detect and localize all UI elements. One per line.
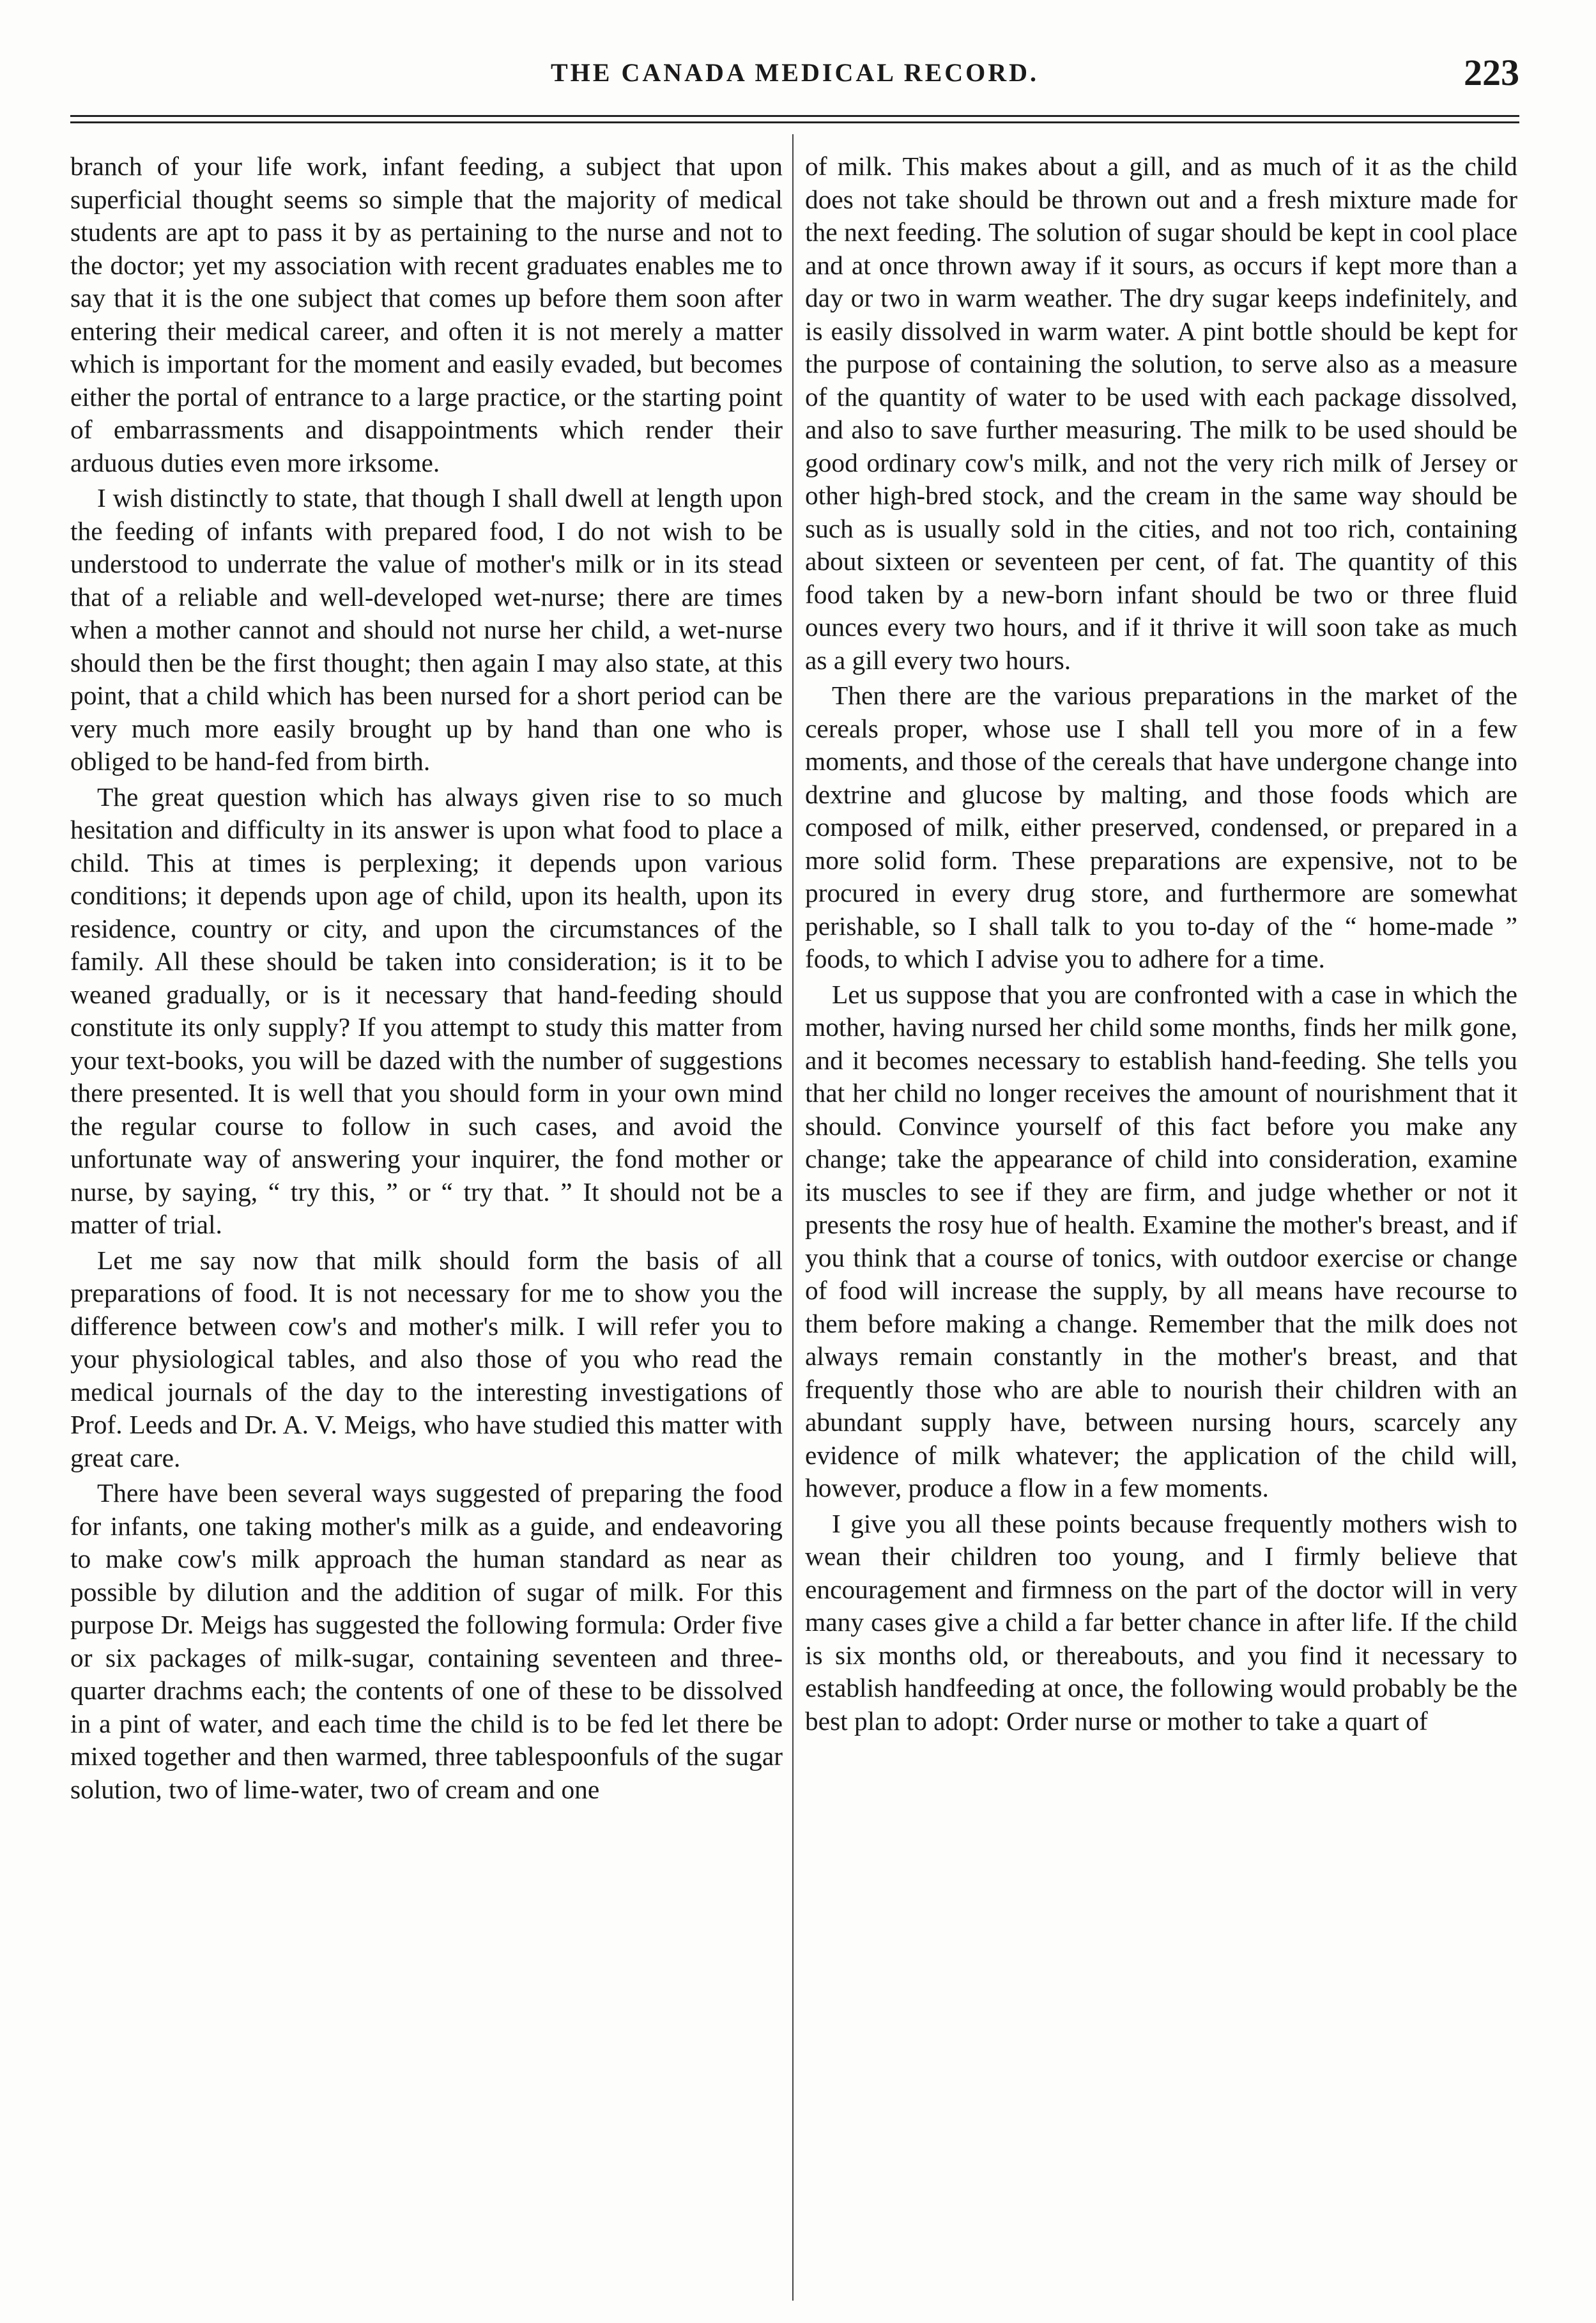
- paragraph: Let me say now that milk should form the basis of all preparations of food. It is not necessary for me to show you the difference between cow's and mother's milk. I will refer you to your physiological tables, and also those of you who read the medical journals of the day to the interesting investigations of Prof. Leeds and Dr. A. V. Meigs, who have studied this matter with great care.: [70, 1245, 783, 1472]
- paragraph: I wish distinctly to state, that though I shall dwell at length upon the feeding of infants with prepared food, I do not wish to be understood to underrate the value of mother's milk or in its stead that of a reliable and well-developed wet-nurse; there are times when a mother cannot and should not nurse her child, a wet-nurse should then be the first thought; then again I may also state, at this point, that a child which has been nursed for a short period can be very much more easily brought up by hand than one who is obliged to be hand-fed from birth.: [70, 483, 783, 776]
- right-column: [805, 150, 1517, 2297]
- running-head: [70, 51, 1519, 109]
- page-number: 223: [1464, 52, 1519, 93]
- paragraph: I give you all these points because frequently mothers wish to wean their children too young, and I firmly believe that encouragement and firmness on the part of the doctor will in very many cases give a child a far better chance in after life. If the child is six months old, or thereabouts, and you find it necessary to establish handfeeding at once, the following would probably be the best plan to adopt: Order nurse or mother to take a quart of: [805, 1508, 1517, 1736]
- paragraph: of milk. This makes about a gill, and as much of it as the child does not take should be thrown out and a fresh mixture made for the next feeding. The solution of sugar should be kept in cool place and at once thrown away if it sours, as occurs if kept more than a day or two in warm weather. The dry sugar keeps indefinitely, and is easily dissolved in warm water. A pint bottle should be kept for the purpose of containing the solution, to serve also as a measure of the quantity of water to be used with each package dissolved, and also to save further measuring. The milk to be used should be good ordinary cow's milk, and not the very rich milk of Jersey or other high-bred stock, and the cream in the same way should be such as is usually sold in the cities, and not too rich, containing about sixteen or seventeen per cent, of fat. The quantity of this food taken by a new-born infant should be two or three fluid ounces every two hours, and if it thrive it will soon take as much as a gill every two hours.: [805, 151, 1517, 675]
- paragraph: Then there are the various preparations in the market of the cereals proper, whose use I shall tell you more of in a few moments, and those of the cereals that have undergone change into dextrine and glucose by malting, and those foods which are composed of milk, either preserved, condensed, or prepared in a more solid form. These preparations are expensive, not to be procured in every drug store, and furthermore are somewhat perishable, so I shall talk to you to-day of the “ home-made ” foods, to which I advise you to adhere for a time.: [805, 681, 1517, 973]
- column-divider: [792, 134, 794, 2301]
- paragraph: Let us suppose that you are confronted with a case in which the mother, having nursed her child some months, finds her milk gone, and it becomes necessary to establish hand-feeding. She tells you that her child no longer receives the amount of nourishment that it should. Convince yourself of this fact before you make any change; take the appearance of child into consideration, examine its muscles to see if they are firm, and judge whether or not it presents the rosy hue of health. Examine the mother's breast, and if you think that a course of tonics, with outdoor exercise or change of food will increase the supply, by all means have recourse to them before making a change. Remember that the milk does not always remain constantly in the mother's breast, and that frequently those who are able to nourish their children with an abundant supply have, between nursing hours, scarcely any evidence of milk whatever; the application of the child will, however, produce a flow in a few moments.: [805, 979, 1517, 1502]
- paragraph: There have been several ways suggested of preparing the food for infants, one taking mother's milk as a guide, and endeavoring to make cow's milk approach the human standard as near as possible by dilution and the addition of sugar of milk. For this purpose Dr. Meigs has suggested the following formula: Order five or six packages of milk-sugar, containing seventeen and three-quarter drachms each; the contents of one of these to be dissolved in a pint of water, and each time the child is to be fed let there be mixed together and then warmed, three tablespoonfuls of the sugar solution, two of lime-water, two of cream and one: [70, 1478, 783, 1804]
- header-rule-top: [70, 115, 1519, 117]
- paragraph: branch of your life work, infant feeding, a subject that upon superficial thought seems so simple that the majority of medical students are apt to pass it by as pertaining to the nurse and not to the doctor; yet my association with recent graduates enables me to say that it is the one subject that comes up before them soon after entering their medical career, and often it is not merely a matter which is important for the moment and easily evaded, but becomes either the portal of entrance to a large practice, or the starting point of embarrassments and disappointments which render their arduous duties even more irksome.: [70, 151, 783, 477]
- left-column: [70, 150, 783, 2297]
- journal-title: THE CANADA MEDICAL RECORD.: [550, 58, 1040, 87]
- paragraph: The great question which has always given rise to so much hesitation and difficulty in its answer is upon what food to place a child. This at times is perplexing; it depends upon various conditions; it depends upon age of child, upon its health, upon its residence, country or city, and upon the circumstances of the family. All these should be taken into consideration; is it to be weaned gradually, or is it necessary that hand-feeding should constitute its only supply? If you attempt to study this matter from your text-books, you will be dazed with the number of suggestions there presented. It is well that you should form in your own mind the regular course to follow in such cases, and avoid the unfortunate way of answering your inquirer, the fond mother or nurse, by saying, “ try this, ” or “ try that. ” It should not be a matter of trial.: [70, 782, 783, 1239]
- header-rule-bottom: [70, 121, 1519, 123]
